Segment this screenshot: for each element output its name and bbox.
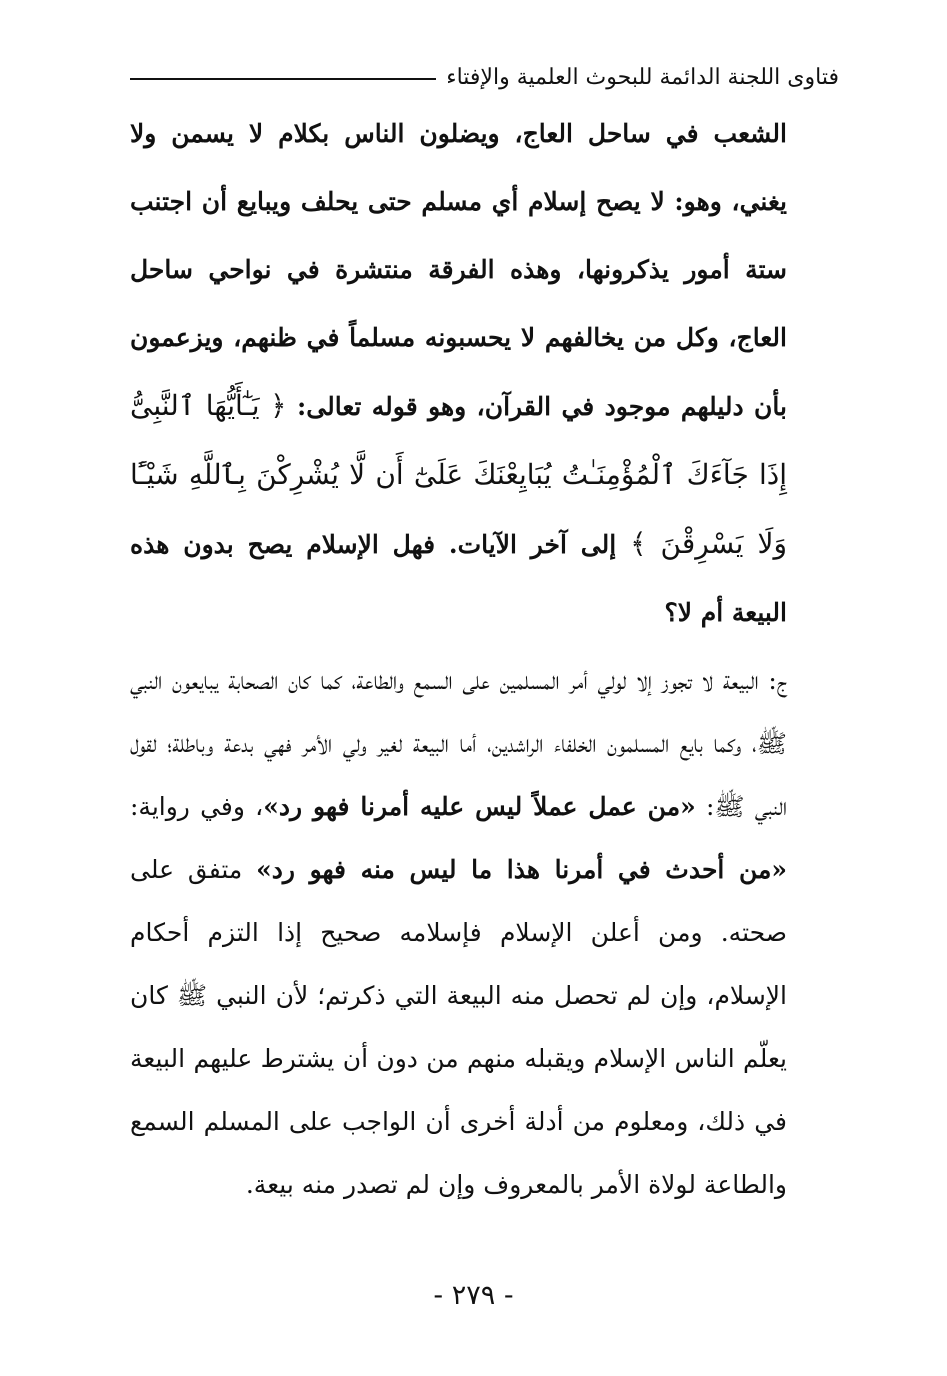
- header-title: فتاوى اللجنة الدائمة للبحوث العلمية والإفتاء: [446, 65, 839, 90]
- question-text: الشعب في ساحل العاج، ويضلون الناس بكلام لا يسمن ولا يغني، وهو: لا يصح إسلام أي مسلم حتى يحلف ويبايع أن اجتنب ستة أمور يذكرونها، وهذه الفرقة منتشرة في نواحي ساحل العاج، وكل من يخالفهم لا يحسبونه مسلماً في ظنهم، ويزعمون بأن دليلهم موجود في القرآن، وهو قوله تعالى:: [130, 119, 787, 421]
- answer-text: ج: البيعة لا تجوز إلا لولي أمر المسلمين على السمع والطاعة، كما كان الصحابة يبايعون النبي ﷺ، وكما بايع المسلمون الخلفاء الراشدين، أما البيعة لغير ولي الأمر فهي بدعة وباطلة؛ لقول النبي ﷺ:: [130, 666, 788, 821]
- header-rule: [130, 78, 436, 80]
- hadith-quote-1: «من عمل عملاً ليس عليه أمرنا فهو رد»: [263, 792, 696, 821]
- answer-paragraph: [130, 649, 787, 1216]
- hadith-quote-2: «من أحدث في أمرنا هذا ما ليس منه فهو رد»: [256, 855, 787, 884]
- question-text-end: إلى آخر الآيات. فهل الإسلام يصح بدون هذه البيعة أم لا؟: [130, 530, 787, 627]
- running-header: [130, 50, 839, 90]
- question-paragraph: [130, 100, 787, 647]
- page-number: - ٢٧٩ -: [433, 1280, 514, 1311]
- answer-text-2: ، وفي رواية:: [130, 792, 264, 821]
- answer-text-3: متفق على صحته. ومن أعلن الإسلام فإسلامه صحيح إذا التزم أحكام الإسلام، وإن لم تحصل منه البيعة التي ذكرتم؛ لأن النبي ﷺ كان يعلّم الناس الإسلام ويقبله منهم من دون أن يشترط عليهم البيعة في ذلك، ومعلوم من أدلة أخرى أن الواجب على المسلم السمع والطاعة لولاة الأمر بالمعروف وإن لم تصدر منه بيعة.: [130, 855, 787, 1199]
- fatwa-body: [130, 100, 787, 1216]
- quran-verse: ﴿ يَـٰٓأَيُّهَا ٱلنَّبِىُّ إِذَا جَآءَكَ ٱلْمُؤْمِنَـٰتُ يُبَايِعْنَكَ عَلَىٰٓ أَن لَّا يُشْرِكْنَ بِٱللَّهِ شَيْـًٔا وَلَا يَسْرِقْنَ ﴾: [130, 389, 787, 560]
